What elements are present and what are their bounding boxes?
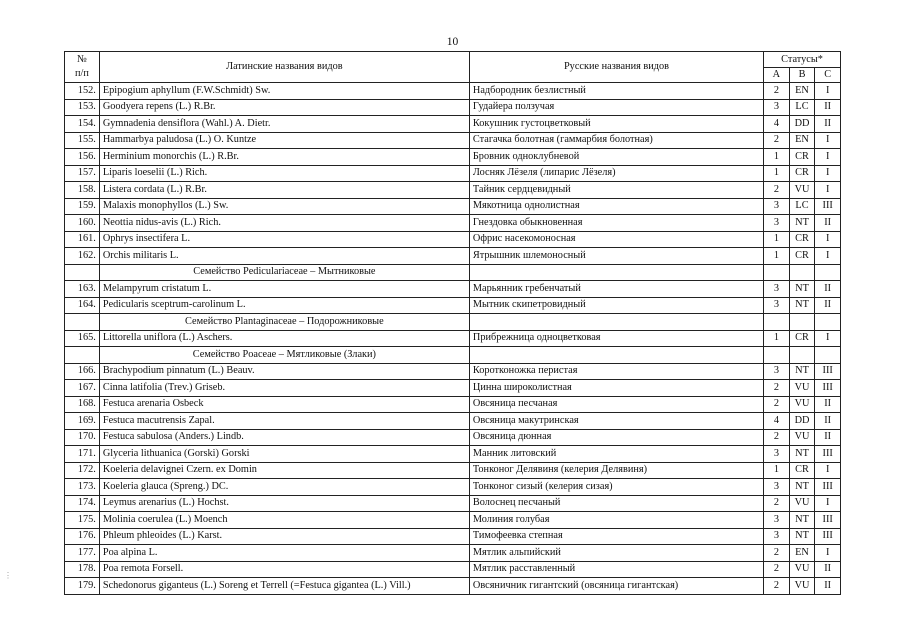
status-a: 3 <box>764 512 790 529</box>
status-c: II <box>815 215 841 232</box>
latin-name: Schedonorus giganteus (L.) Soreng et Terrell (=Festuca gigantea (L.) Vill.) <box>99 578 469 595</box>
russian-name: Бровник одноклубневой <box>469 149 763 166</box>
status-c: II <box>815 396 841 413</box>
russian-name: Прибрежница одноцветковая <box>469 330 763 347</box>
table-row <box>65 413 841 430</box>
row-number: 179. <box>65 578 100 595</box>
row-number: 155. <box>65 132 100 149</box>
status-a: 1 <box>764 165 790 182</box>
empty-cell <box>469 314 763 331</box>
table-row <box>65 165 841 182</box>
latin-name: Ophrys insectifera L. <box>99 231 469 248</box>
table-row <box>65 182 841 199</box>
header-russian-names: Русские названия видов <box>469 52 763 83</box>
russian-name: Цинна широколистная <box>469 380 763 397</box>
table-header <box>65 52 841 83</box>
status-a: 2 <box>764 578 790 595</box>
row-number: 161. <box>65 231 100 248</box>
status-c: I <box>815 132 841 149</box>
empty-cell <box>764 264 790 281</box>
status-c: I <box>815 462 841 479</box>
russian-name: Манник литовский <box>469 446 763 463</box>
table-row <box>65 528 841 545</box>
status-b: CR <box>789 462 815 479</box>
latin-name: Festuca macutrensis Zapal. <box>99 413 469 430</box>
table-row <box>65 99 841 116</box>
status-b: NT <box>789 446 815 463</box>
empty-cell <box>789 264 815 281</box>
empty-cell <box>469 264 763 281</box>
table-row <box>65 578 841 595</box>
scan-edge-mark: ⋮ <box>4 571 12 580</box>
status-b: CR <box>789 149 815 166</box>
status-c: I <box>815 149 841 166</box>
status-a: 1 <box>764 462 790 479</box>
latin-name: Cinna latifolia (Trev.) Griseb. <box>99 380 469 397</box>
status-a: 2 <box>764 83 790 100</box>
row-number: 163. <box>65 281 100 298</box>
table-row <box>65 149 841 166</box>
status-b: NT <box>789 297 815 314</box>
russian-name: Тимофеевка степная <box>469 528 763 545</box>
status-c: II <box>815 99 841 116</box>
row-number: 171. <box>65 446 100 463</box>
status-c: II <box>815 116 841 133</box>
latin-name: Phleum phleoides (L.) Karst. <box>99 528 469 545</box>
empty-cell <box>815 347 841 364</box>
empty-cell <box>789 347 815 364</box>
row-number: 154. <box>65 116 100 133</box>
status-b: VU <box>789 396 815 413</box>
table-row <box>65 363 841 380</box>
russian-name: Гнездовка обыкновенная <box>469 215 763 232</box>
row-number: 162. <box>65 248 100 265</box>
russian-name: Коротконожка перистая <box>469 363 763 380</box>
latin-name: Orchis militaris L. <box>99 248 469 265</box>
russian-name: Кокушник густоцветковый <box>469 116 763 133</box>
russian-name: Тонконог Делявиня (келерия Делявиня) <box>469 462 763 479</box>
family-label-spacer <box>65 347 100 364</box>
status-a: 2 <box>764 380 790 397</box>
empty-cell <box>815 264 841 281</box>
status-a: 1 <box>764 248 790 265</box>
header-status-a: А <box>764 68 790 83</box>
latin-name: Herminium monorchis (L.) R.Br. <box>99 149 469 166</box>
status-b: EN <box>789 132 815 149</box>
table-row <box>65 495 841 512</box>
status-a: 2 <box>764 495 790 512</box>
table-row <box>65 132 841 149</box>
latin-name: Molinia coerulea (L.) Moench <box>99 512 469 529</box>
status-c: II <box>815 561 841 578</box>
latin-name: Koeleria delavignei Czern. ex Domin <box>99 462 469 479</box>
header-number <box>65 52 100 83</box>
status-a: 2 <box>764 561 790 578</box>
status-b: NT <box>789 479 815 496</box>
russian-name: Мякотница однолистная <box>469 198 763 215</box>
table-row <box>65 297 841 314</box>
status-a: 3 <box>764 446 790 463</box>
row-number: 168. <box>65 396 100 413</box>
status-c: III <box>815 380 841 397</box>
status-c: II <box>815 429 841 446</box>
status-a: 3 <box>764 215 790 232</box>
status-b: CR <box>789 231 815 248</box>
status-b: LC <box>789 99 815 116</box>
status-a: 2 <box>764 545 790 562</box>
status-c: I <box>815 248 841 265</box>
status-a: 3 <box>764 198 790 215</box>
status-b: NT <box>789 512 815 529</box>
russian-name: Овсяница песчаная <box>469 396 763 413</box>
status-a: 1 <box>764 231 790 248</box>
row-number: 156. <box>65 149 100 166</box>
row-number: 157. <box>65 165 100 182</box>
status-b: NT <box>789 281 815 298</box>
status-c: III <box>815 198 841 215</box>
family-header-row <box>65 264 841 281</box>
russian-name: Волоснец песчаный <box>469 495 763 512</box>
russian-name: Марьянник гребенчатый <box>469 281 763 298</box>
header-number-abbr: п/п <box>74 68 89 79</box>
latin-name: Poa alpina L. <box>99 545 469 562</box>
row-number: 167. <box>65 380 100 397</box>
latin-name: Gymnadenia densiflora (Wahl.) A. Dietr. <box>99 116 469 133</box>
empty-cell <box>789 314 815 331</box>
latin-name: Koeleria glauca (Spreng.) DC. <box>99 479 469 496</box>
status-a: 3 <box>764 528 790 545</box>
species-table <box>64 51 841 595</box>
status-a: 4 <box>764 116 790 133</box>
latin-name: Festuca arenaria Osbeck <box>99 396 469 413</box>
status-c: III <box>815 363 841 380</box>
status-a: 4 <box>764 413 790 430</box>
table-row <box>65 512 841 529</box>
status-b: VU <box>789 578 815 595</box>
status-a: 3 <box>764 281 790 298</box>
status-b: VU <box>789 380 815 397</box>
row-number: 172. <box>65 462 100 479</box>
status-a: 2 <box>764 396 790 413</box>
latin-name: Littorella uniflora (L.) Aschers. <box>99 330 469 347</box>
status-c: I <box>815 165 841 182</box>
russian-name: Мытник скипетровидный <box>469 297 763 314</box>
latin-name: Malaxis monophyllos (L.) Sw. <box>99 198 469 215</box>
row-number: 159. <box>65 198 100 215</box>
status-b: VU <box>789 182 815 199</box>
latin-name: Epipogium aphyllum (F.W.Schmidt) Sw. <box>99 83 469 100</box>
row-number: 173. <box>65 479 100 496</box>
status-a: 1 <box>764 330 790 347</box>
russian-name: Гудайера ползучая <box>469 99 763 116</box>
empty-cell <box>764 347 790 364</box>
status-b: VU <box>789 495 815 512</box>
row-number: 153. <box>65 99 100 116</box>
family-header-row <box>65 314 841 331</box>
status-c: II <box>815 578 841 595</box>
table-row <box>65 446 841 463</box>
status-c: III <box>815 528 841 545</box>
family-label-spacer <box>65 314 100 331</box>
row-number: 169. <box>65 413 100 430</box>
status-b: DD <box>789 413 815 430</box>
status-c: III <box>815 479 841 496</box>
status-c: I <box>815 231 841 248</box>
status-a: 3 <box>764 479 790 496</box>
latin-name: Glyceria lithuanica (Gorski) Gorski <box>99 446 469 463</box>
status-b: NT <box>789 528 815 545</box>
header-statuses: Статусы* <box>764 52 841 68</box>
row-number: 177. <box>65 545 100 562</box>
status-c: I <box>815 83 841 100</box>
russian-name: Молиния голубая <box>469 512 763 529</box>
header-number-symbol: № <box>77 54 87 65</box>
row-number: 164. <box>65 297 100 314</box>
status-b: NT <box>789 363 815 380</box>
family-label: Семейство Plantaginaceae – Подорожниковые <box>99 314 469 331</box>
table-row <box>65 396 841 413</box>
status-c: I <box>815 495 841 512</box>
row-number: 166. <box>65 363 100 380</box>
russian-name: Овсяница дюнная <box>469 429 763 446</box>
status-b: DD <box>789 116 815 133</box>
russian-name: Ятрышник шлемоносный <box>469 248 763 265</box>
empty-cell <box>815 314 841 331</box>
status-a: 3 <box>764 363 790 380</box>
empty-cell <box>469 347 763 364</box>
table-row <box>65 198 841 215</box>
russian-name: Стагачка болотная (гаммарбия болотная) <box>469 132 763 149</box>
status-a: 3 <box>764 297 790 314</box>
table-row <box>65 479 841 496</box>
header-status-c: С <box>815 68 841 83</box>
latin-name: Goodyera repens (L.) R.Br. <box>99 99 469 116</box>
table-row <box>65 545 841 562</box>
family-header-row <box>65 347 841 364</box>
russian-name: Тайник сердцевидный <box>469 182 763 199</box>
russian-name: Мятлик расставленный <box>469 561 763 578</box>
table-row <box>65 429 841 446</box>
latin-name: Listera cordata (L.) R.Br. <box>99 182 469 199</box>
row-number: 174. <box>65 495 100 512</box>
table-row <box>65 380 841 397</box>
latin-name: Hammarbya paludosa (L.) O. Kuntze <box>99 132 469 149</box>
header-latin-names: Латинские названия видов <box>99 52 469 83</box>
page-number: 10 <box>446 36 459 48</box>
russian-name: Тонконог сизый (келерия сизая) <box>469 479 763 496</box>
table-row <box>65 83 841 100</box>
status-a: 2 <box>764 182 790 199</box>
table-row <box>65 462 841 479</box>
table-row <box>65 231 841 248</box>
status-c: II <box>815 413 841 430</box>
row-number: 160. <box>65 215 100 232</box>
row-number: 165. <box>65 330 100 347</box>
header-status-b: В <box>789 68 815 83</box>
status-c: I <box>815 330 841 347</box>
empty-cell <box>764 314 790 331</box>
latin-name: Pedicularis sceptrum-carolinum L. <box>99 297 469 314</box>
status-a: 1 <box>764 149 790 166</box>
russian-name: Надбородник безлистный <box>469 83 763 100</box>
status-c: I <box>815 182 841 199</box>
status-a: 2 <box>764 429 790 446</box>
status-b: NT <box>789 215 815 232</box>
table-row <box>65 116 841 133</box>
latin-name: Melampyrum cristatum L. <box>99 281 469 298</box>
russian-name: Офрис насекомоносная <box>469 231 763 248</box>
latin-name: Neottia nidus-avis (L.) Rich. <box>99 215 469 232</box>
table-row <box>65 330 841 347</box>
status-b: CR <box>789 248 815 265</box>
status-a: 3 <box>764 99 790 116</box>
russian-name: Лосняк Лёзеля (липарис Лёзеля) <box>469 165 763 182</box>
status-c: II <box>815 281 841 298</box>
status-c: II <box>815 297 841 314</box>
table-row <box>65 561 841 578</box>
latin-name: Brachypodium pinnatum (L.) Beauv. <box>99 363 469 380</box>
table-row <box>65 215 841 232</box>
status-b: VU <box>789 429 815 446</box>
row-number: 158. <box>65 182 100 199</box>
latin-name: Liparis loeselii (L.) Rich. <box>99 165 469 182</box>
row-number: 170. <box>65 429 100 446</box>
latin-name: Leymus arenarius (L.) Hochst. <box>99 495 469 512</box>
row-number: 175. <box>65 512 100 529</box>
status-b: CR <box>789 165 815 182</box>
russian-name: Овсяничник гигантский (овсяница гигантская) <box>469 578 763 595</box>
status-c: III <box>815 446 841 463</box>
status-b: EN <box>789 83 815 100</box>
latin-name: Poa remota Forsell. <box>99 561 469 578</box>
russian-name: Овсяница макутринская <box>469 413 763 430</box>
table-row <box>65 248 841 265</box>
status-c: I <box>815 545 841 562</box>
family-label-spacer <box>65 264 100 281</box>
table-body <box>65 83 841 595</box>
row-number: 178. <box>65 561 100 578</box>
row-number: 152. <box>65 83 100 100</box>
family-label: Семейство Pedicularіaceae – Мытниковые <box>99 264 469 281</box>
status-a: 2 <box>764 132 790 149</box>
status-b: VU <box>789 561 815 578</box>
status-c: III <box>815 512 841 529</box>
russian-name: Мятлик альпийский <box>469 545 763 562</box>
table-row <box>65 281 841 298</box>
status-b: LC <box>789 198 815 215</box>
row-number: 176. <box>65 528 100 545</box>
status-b: EN <box>789 545 815 562</box>
family-label: Семейство Poaceae – Мятликовые (Злаки) <box>99 347 469 364</box>
latin-name: Festuca sabulosa (Anders.) Lindb. <box>99 429 469 446</box>
status-b: CR <box>789 330 815 347</box>
